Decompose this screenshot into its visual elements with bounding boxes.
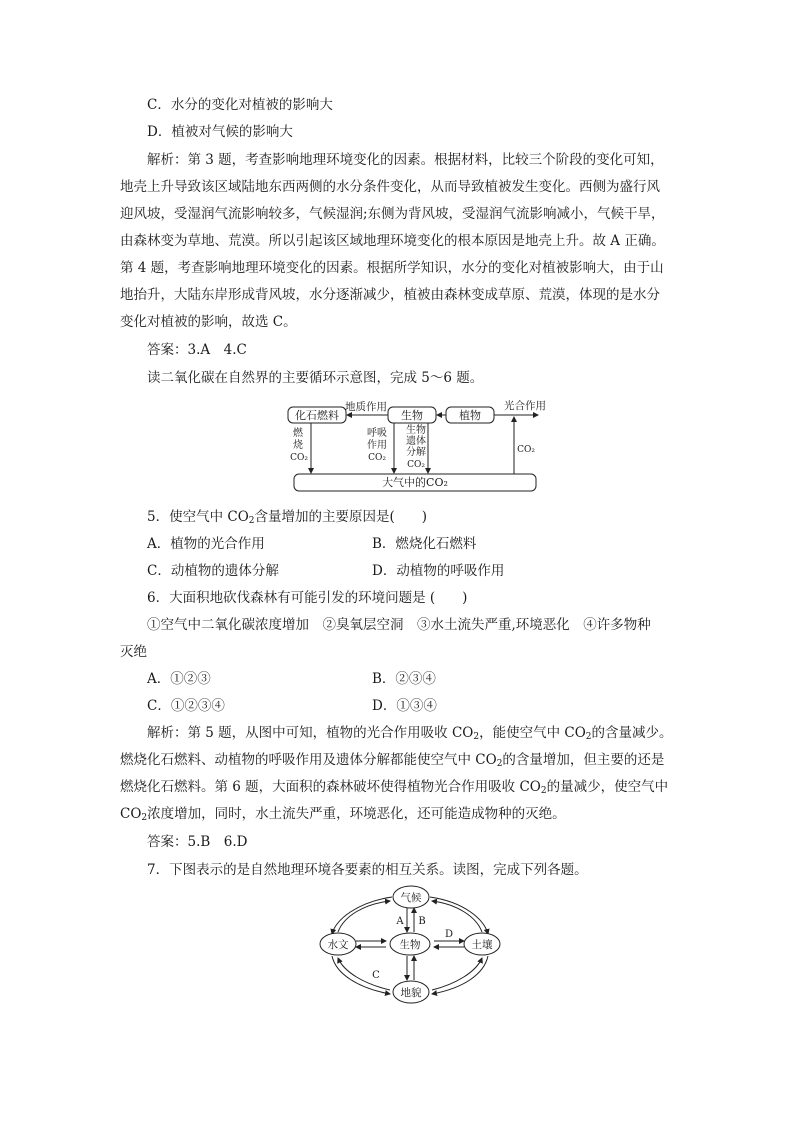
analysis-3-4-line3: 迎风坡，受湿润气流影响较多，气候湿润;东侧为背风坡，受湿润气流影响减小，气候干旱， xyxy=(120,206,665,222)
q5-option-b: B．燃烧化石燃料 xyxy=(372,536,477,552)
analysis-3-4-line5: 第 4 题，考查影响地理环境变化的因素。根据所学知识，水分的变化对植被影响大，由于山 xyxy=(120,260,664,276)
analysis-3-4-line6: 地抬升，大陆东岸形成背风坡，水分逐渐减少，植被由森林变成草原、荒漠，体现的是水分 xyxy=(120,287,660,303)
analysis-3-4-line7: 变化对植被的影响，故选 C。 xyxy=(120,314,297,330)
co2-cycle-diagram xyxy=(280,396,550,496)
respiration-co2-label: CO₂ xyxy=(368,453,386,463)
analysis-5-6-line3: 燃烧化石燃料。第 6 题，大面积的森林破坏使得植物光合作用吸收 $CO_2$的量减少，使空气中 xyxy=(120,779,669,796)
q5-option-a: A．植物的光合作用 xyxy=(147,536,265,552)
label-d: D xyxy=(444,929,454,940)
answer-5-6: 答案：5.B 6.D xyxy=(147,834,248,850)
q6-stem: 6．大面积地砍伐森林有可能引发的环境问题是 ( ) xyxy=(147,590,468,606)
q5-option-c: C．动植物的遗体分解 xyxy=(147,563,279,579)
q6-option-c: C．①②③④ xyxy=(147,698,225,714)
uptake-co2-label: CO₂ xyxy=(517,445,535,455)
q7-intro: 7．下图表示的是自然地理环境各要素的相互关系。读图，完成下列各题。 xyxy=(147,862,588,878)
remains-co2-label: CO₂ xyxy=(407,460,425,470)
landform-label: 地貌 xyxy=(400,987,422,999)
geologic-action-label: 地质作用 xyxy=(345,401,387,413)
label-c: C xyxy=(372,970,380,981)
organism-node-label: 生物 xyxy=(399,939,421,951)
photosynthesis-label: 光合作用 xyxy=(504,400,546,412)
climate-label: 气候 xyxy=(400,892,422,904)
label-b: B xyxy=(418,916,426,927)
remains-label-2: 遗体 xyxy=(406,436,426,447)
q4-option-d: D．植被对气候的影响大 xyxy=(147,124,293,140)
q6-items-line1: ①空气中二氧化碳浓度增加 ②臭氧层空洞 ③水土流失严重,环境恶化 ④许多物种 xyxy=(147,617,651,633)
q5-stem: 5．使空气中 $CO_2$含量增加的主要原因是( ) xyxy=(147,509,428,526)
analysis-3-4-line1: 解析：第 3 题，考查影响地理环境变化的因素。根据材料，比较三个阶段的变化可知， xyxy=(147,152,664,168)
label-a: A xyxy=(396,916,404,927)
analysis-5-6-line4: $CO_2$浓度增加，同时，水土流失严重，环境恶化，还可能造成物种的灭绝。 xyxy=(120,806,566,823)
q6-option-b: B．②③④ xyxy=(372,671,436,687)
analysis-3-4-line4: 由森林变为草地、荒漠。所以引起该区域地理环境变化的根本原因是地壳上升。故 A 正确。 xyxy=(120,233,665,249)
q6-items-line2: 灭绝 xyxy=(120,644,147,660)
burn-co2-label: CO₂ xyxy=(290,453,308,463)
plant-label: 植物 xyxy=(459,409,481,422)
q5-option-d: D．动植物的呼吸作用 xyxy=(372,563,505,579)
answer-3-4: 答案：3.A 4.C xyxy=(147,342,247,358)
remains-label-1: 生物 xyxy=(406,425,426,436)
burn-label-2: 烧 xyxy=(293,440,303,451)
analysis-3-4-line2: 地壳上升导致该区域陆地东西两侧的水分条件变化，从而导致植被发生变化。西侧为盛行风 xyxy=(120,179,660,195)
q6-option-d: D．①③④ xyxy=(372,698,437,714)
atmosphere-label: 大气中的CO₂ xyxy=(382,476,448,489)
element-relationship-diagram xyxy=(318,884,504,1006)
burn-label-1: 燃 xyxy=(293,428,303,439)
fossil-fuel-label: 化石燃料 xyxy=(295,409,339,422)
respiration-label-1: 呼吸 xyxy=(367,428,387,439)
intro-5-6: 读二氧化碳在自然界的主要循环示意图，完成 5～6 题。 xyxy=(147,370,484,386)
respiration-label-2: 作用 xyxy=(367,440,387,451)
remains-label-3: 分解 xyxy=(406,447,426,458)
hydrology-label: 水文 xyxy=(327,939,349,951)
soil-label: 土壤 xyxy=(471,939,493,951)
q4-option-c: C．水分的变化对植被的影响大 xyxy=(147,97,333,113)
analysis-5-6-line2: 燃烧化石燃料、动植物的呼吸作用及遗体分解都能使空气中 $CO_2$的含量增加，但主要的还是 xyxy=(120,752,665,769)
q6-option-a: A．①②③ xyxy=(147,671,211,687)
analysis-5-6-line1: 解析：第 5 题，从图中可知，植物的光合作用吸收 $CO_2$，能使空气中 $CO_2$的含量减少。 xyxy=(147,725,673,742)
organism-label: 生物 xyxy=(401,409,423,422)
